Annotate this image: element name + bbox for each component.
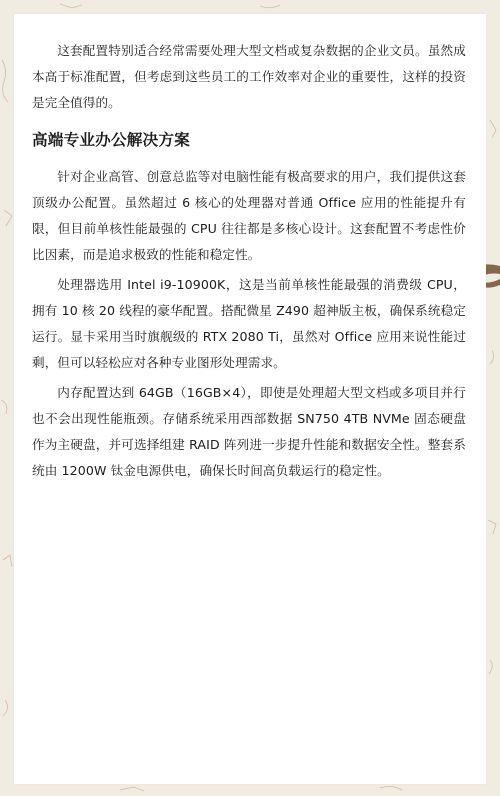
- section-paragraph-3: 内存配置达到 64GB（16GB×4），即使是处理超大型文档或多项目并行也不会出现性能瓶颈。存储系统采用西部数据 SN750 4TB NVMe 固态硬盘作为主硬盘，并可选择组建 RAID 阵列进一步提升性能和数据安全性。整套系统由 1200W 钛金电源供电，确保长时间高负载运行的稳定性。: [32, 385, 466, 478]
- section-paragraph-1: 针对企业高管、创意总监等对电脑性能有极高要求的用户，我们提供这套顶级办公配置。虽然超过 6 核心的处理器对普通 Office 应用的性能提升有限，但目前单核性能最强的 CPU 往往都是多核心设计。这套配置不考虑性价比因素，而是追求极致的性能和稳定性。: [32, 169, 466, 262]
- document-body: [32, 38, 466, 488]
- intro-paragraph: 这套配置特别适合经常需要处理大型文档或复杂数据的企业文员。虽然成本高于标准配置，但考虑到这些员工的工作效率对企业的重要性，这样的投资是完全值得的。: [32, 43, 466, 110]
- section-heading: 高端专业办公解决方案: [32, 131, 190, 149]
- section-paragraph-2: 处理器选用 Intel i9-10900K，这是当前单核性能最强的消费级 CPU，拥有 10 核 20 线程的豪华配置。搭配微星 Z490 超神版主板，确保系统稳定运行。显卡采用当时旗舰级的 RTX 2080 Ti，虽然对 Office 应用来说性能过剩，但可以轻松应对各种专业图形处理需求。: [32, 277, 466, 370]
